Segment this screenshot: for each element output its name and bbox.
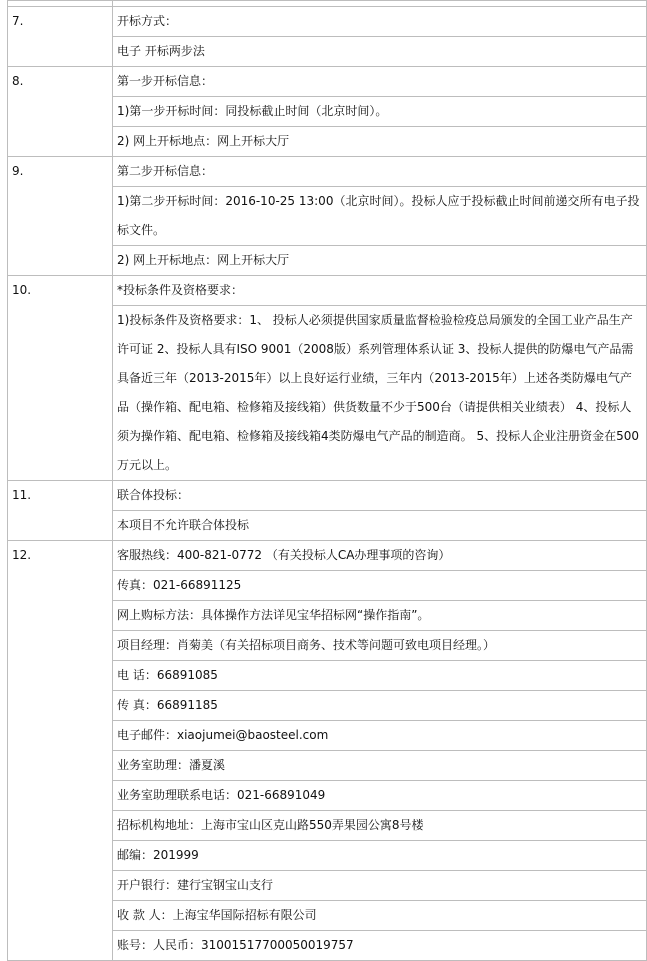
row-number: 9. bbox=[8, 157, 113, 276]
row-number: 10. bbox=[8, 276, 113, 481]
row-label: 第二步开标信息： bbox=[113, 157, 647, 187]
document-page bbox=[7, 0, 640, 952]
table-row bbox=[8, 67, 647, 97]
row-item: 1)第二步开标时间：2016-10-25 13:00（北京时间）。投标人应于投标截止时间前递交所有电子投标文件。 bbox=[113, 187, 647, 246]
row-item: 1)第一步开标时间：同投标截止时间（北京时间）。 bbox=[113, 97, 647, 127]
bid-info-table bbox=[7, 0, 647, 961]
row-item: 网上购标方法：具体操作方法详见宝华招标网“操作指南”。 bbox=[113, 601, 647, 631]
row-item: 开户银行：建行宝钢宝山支行 bbox=[113, 871, 647, 901]
row-item: 业务室助理联系电话：021-66891049 bbox=[113, 781, 647, 811]
row-number: 7. bbox=[8, 7, 113, 67]
row-number: 8. bbox=[8, 67, 113, 157]
row-item: 业务室助理：潘夏溪 bbox=[113, 751, 647, 781]
row-item: 电 话：66891085 bbox=[113, 661, 647, 691]
row-item: 1)投标条件及资格要求：1、 投标人必须提供国家质量监督检验检疫总局颁发的全国工业产品生产许可证 2、投标人具有ISO 9001（2008版）系列管理体系认证 3、投标人提供的防爆电气产品需具备近三年（2013-2015年）以上良好运行业绩，三年内（2013-2015年）上述各类防爆电气产品（操作箱、配电箱、检修箱及接线箱）供货数量不少于500台（请提供相关业绩表） 4、投标人须为操作箱、配电箱、检修箱及接线箱4类防爆电气产品的制造商。 5、投标人企业注册资金在500万元以上。 bbox=[113, 306, 647, 481]
row-item: 邮编：201999 bbox=[113, 841, 647, 871]
table-row bbox=[8, 7, 647, 37]
row-item: 本项目不允许联合体投标 bbox=[113, 511, 647, 541]
row-item: 账号：人民币：31001517700050019757 bbox=[113, 931, 647, 961]
row-item: 2) 网上开标地点：网上开标大厅 bbox=[113, 127, 647, 157]
table-row bbox=[8, 276, 647, 306]
row-label: 开标方式： bbox=[113, 7, 647, 37]
row-item: 招标机构地址：上海市宝山区克山路550弄果园公寓8号楼 bbox=[113, 811, 647, 841]
row-number: 11. bbox=[8, 481, 113, 541]
row-label: 客服热线：400-821-0772 （有关投标人CA办理事项的咨询） bbox=[113, 541, 647, 571]
table-row bbox=[8, 157, 647, 187]
row-label: 第一步开标信息： bbox=[113, 67, 647, 97]
row-item: 收 款 人：上海宝华国际招标有限公司 bbox=[113, 901, 647, 931]
row-label: 联合体投标： bbox=[113, 481, 647, 511]
row-item: 电子邮件：xiaojumei@baosteel.com bbox=[113, 721, 647, 751]
row-item: 项目经理：肖菊美（有关招标项目商务、技术等问题可致电项目经理。） bbox=[113, 631, 647, 661]
row-label: *投标条件及资格要求： bbox=[113, 276, 647, 306]
row-item: 传真：021-66891125 bbox=[113, 571, 647, 601]
row-number: 12. bbox=[8, 541, 113, 961]
row-item: 2) 网上开标地点：网上开标大厅 bbox=[113, 246, 647, 276]
table-row bbox=[8, 541, 647, 571]
row-item: 电子 开标两步法 bbox=[113, 37, 647, 67]
table-row bbox=[8, 481, 647, 511]
row-item: 传 真：66891185 bbox=[113, 691, 647, 721]
